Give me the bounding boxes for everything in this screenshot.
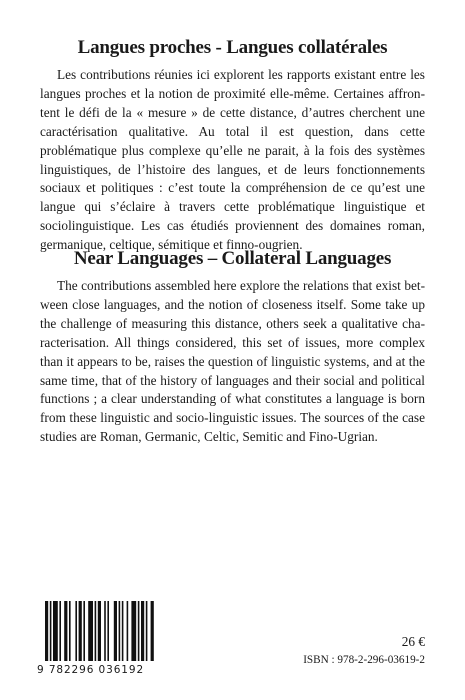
barcode-bar — [79, 601, 82, 661]
barcode-bar — [64, 601, 67, 661]
barcode-bar — [88, 601, 93, 661]
price: 26 € — [401, 634, 425, 649]
barcode-bar — [95, 601, 97, 661]
barcode-bar — [127, 601, 129, 661]
barcode-bar — [146, 601, 148, 661]
barcode-bars — [37, 601, 157, 663]
french-description: Les contributions réunies ici explorent les rapports existant entre les langues proches et la notion de proximité elle-même. Certaines affrontent le défi de la « mesure » de cette distance, d’autres cherchent une caractérisation qualitative. Au total il est question, dans cette problématique plus complexe qu’elle ne parait, à la fois des systèmes linguistiques, de l’histoire des langues, et de leurs fonctionnements sociaux et politiques : c’est toute la compréhension de ce qu’est une langue qui s’éclaire à travers cette problématique linguistique et sociolinguistique. Les cas étudiés proviennent des domaines roman, germanique, celtique, sémitique et finno-ougrien. — [40, 67, 425, 253]
barcode-bar — [75, 601, 77, 661]
barcode-bar — [119, 601, 121, 661]
barcode-bar — [114, 601, 117, 661]
barcode-bar — [141, 601, 144, 661]
english-description: The contributions assembled here explore the relations that exist between close languages, and the notion of closeness itself. Some take up the challenge of measuring this distance, others seek a qualitative characterisation. All things considered, this set of issues, more complex than it appears to be, raises the question of linguistic systems, and at the same time, that of the history of languages and their social and political functions ; a clear understanding of what constitutes a language is born from these linguistic and socio-linguistic issues. The sources of the case studies are Roman, Germanic, Celtic, Semitic and Fino-Ugrian. — [40, 278, 425, 445]
barcode-bar — [107, 601, 109, 661]
barcode-bar — [69, 601, 71, 661]
barcode-digits: 9 782296 036192 — [37, 664, 145, 676]
barcode-bar — [45, 601, 48, 661]
barcode-bar — [151, 601, 154, 661]
barcode-bar — [59, 601, 61, 661]
isbn: ISBN : 978-2-296-03619-2 — [303, 654, 425, 666]
barcode-bar — [50, 601, 52, 661]
barcode-bar — [104, 601, 106, 661]
barcode-bar — [122, 601, 124, 661]
barcode-bar — [131, 601, 136, 661]
barcode — [37, 601, 157, 681]
barcode-bar — [83, 601, 85, 661]
barcode-bar — [98, 601, 101, 661]
barcode-bar — [138, 601, 140, 661]
french-title: Langues proches - Langues collatérales — [77, 37, 388, 58]
barcode-bar — [53, 601, 58, 661]
english-title: Near Languages – Collateral Languages — [73, 248, 392, 269]
